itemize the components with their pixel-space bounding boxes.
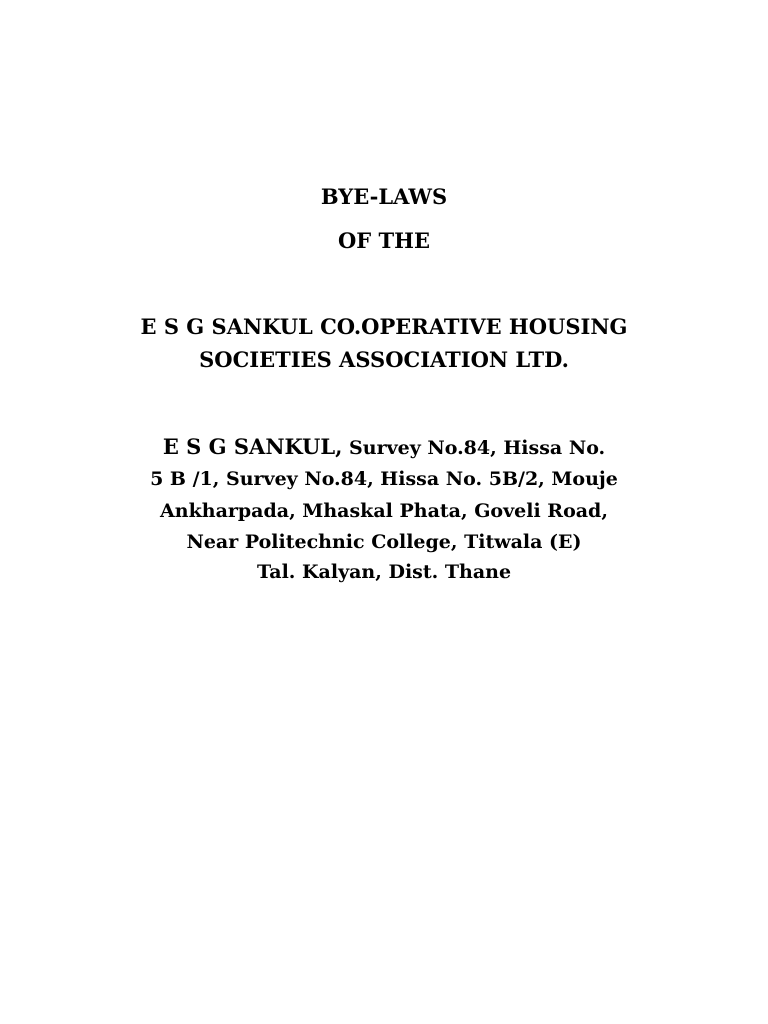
- org-name-line-1: E S G SANKUL CO.OPERATIVE HOUSING: [140, 314, 628, 339]
- address-line-1: [0, 436, 768, 458]
- address-line-2: 5 B /1, Survey No.84, Hissa No. 5B/2, Mouje: [150, 468, 618, 490]
- address-survey-text: Survey No.84, Hissa No.: [342, 437, 606, 459]
- org-name-line-2: SOCIETIES ASSOCIATION LTD.: [199, 347, 569, 372]
- title-byelaws: BYE-LAWS: [320, 184, 448, 209]
- title-of-the: OF THE: [338, 228, 430, 253]
- address-line-4: Near Politechnic College, Titwala (E): [186, 531, 582, 553]
- address-line-3: Ankharpada, Mhaskal Phata, Goveli Road,: [160, 500, 608, 522]
- address-line-5: Tal. Kalyan, Dist. Thane: [256, 561, 512, 583]
- address-society-name: E S G SANKUL,: [162, 434, 343, 459]
